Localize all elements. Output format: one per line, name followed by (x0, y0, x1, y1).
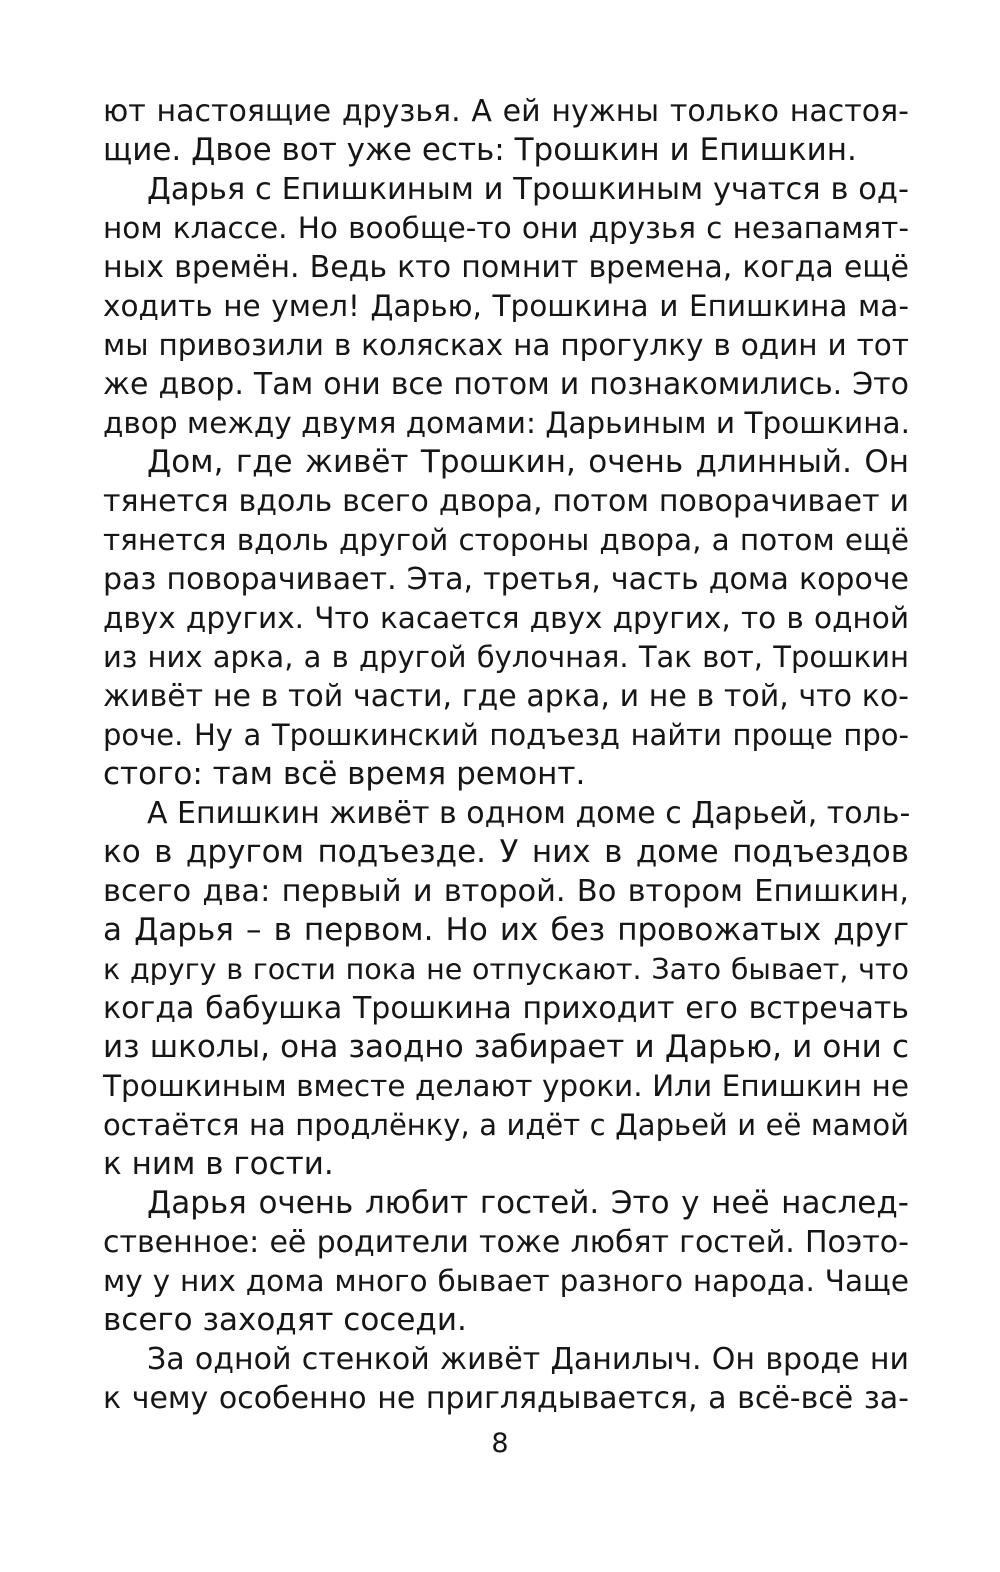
text-line: ственное: её родители тоже любят гостей. Поэто- (103, 1225, 909, 1260)
text-line: ных времён. Ведь кто помнит времена, когда ещё (103, 250, 909, 285)
text-line: роче. Ну а Трошкинский подъезд найти проще про- (103, 718, 909, 752)
paragraph (103, 170, 909, 443)
paragraph (103, 1184, 909, 1340)
paragraph (103, 443, 909, 794)
text-line: Трошкиным вместе делают уроки. Или Епишкин не (103, 1069, 909, 1103)
text-line: живёт не в той части, где арка, и не в той, что ко- (103, 679, 909, 714)
text-line: ходить не умел! Дарью, Трошкина и Епишкина ма- (103, 289, 909, 323)
text-line: когда бабушка Трошкина приходит его встречать (103, 991, 909, 1026)
text-line: Дарья очень любит гостей. Это у неё наслед- (147, 1185, 909, 1221)
text-line: к другу в гости пока не отпускают. Зато бывает, что (103, 953, 909, 986)
paragraph (103, 794, 909, 1184)
text-line: всего заходят соседи. (103, 1302, 467, 1338)
text-line: А Епишкин живёт в одном доме с Дарьей, толь- (147, 796, 911, 831)
text-line: му у них дома много бывает разного народа. Чаще (103, 1264, 909, 1298)
text-line: раз поворачивает. Эта, третья, часть дома короче (103, 562, 909, 597)
text-line: тянется вдоль всего двора, потом поворачивает и (103, 484, 909, 519)
text-line: тянется вдоль другой стороны двора, а потом ещё (103, 523, 909, 557)
text-line: всего два: первый и второй. Во втором Епишкин, (103, 874, 909, 909)
page-number: 8 (491, 1428, 509, 1459)
text-line: а Дарья – в первом. Но их без провожатых друг (103, 912, 909, 948)
text-line: ют настоящие друзья. А ей нужны только настоя- (103, 94, 909, 129)
body-text (103, 92, 909, 1418)
text-line: двух других. Что касается двух других, то в одной (103, 601, 909, 635)
text-line: стого: там всё время ремонт. (103, 756, 586, 792)
text-line: мы привозили в колясках на прогулку в один и тот (103, 328, 909, 362)
text-line: к ним в гости. (103, 1146, 334, 1182)
text-line: из школы, она заодно забирает и Дарью, и они с (103, 1029, 909, 1065)
text-line: ко в другом подъезде. У них в доме подъездов (103, 834, 909, 870)
text-line: из них арка, а в другой булочная. Так вот, Трошкин (103, 640, 909, 674)
text-line: же двор. Там они все потом и познакомились. Это (103, 367, 909, 402)
text-line: Дарья с Епишкиным и Трошкиным учатся в од- (147, 172, 909, 207)
paragraph (103, 92, 909, 170)
paragraph (103, 1340, 909, 1418)
text-line: щие. Двое вот уже есть: Трошкин и Епишкин. (103, 132, 857, 168)
text-line: ном классе. Но вообще-то они друзья с незапамят- (103, 211, 909, 245)
text-line: Дом, где живёт Трошкин, очень длинный. Он (147, 444, 909, 480)
text-line: За одной стенкой живёт Данилыч. Он вроде ни (147, 1342, 909, 1377)
text-line: двор между двумя домами: Дарьиным и Трошкина. (103, 406, 910, 440)
text-line: остаётся на продлёнку, а идёт с Дарьей и её мамой (103, 1108, 909, 1142)
text-line: к чему особенно не приглядывается, а всё-всё за- (103, 1381, 909, 1416)
